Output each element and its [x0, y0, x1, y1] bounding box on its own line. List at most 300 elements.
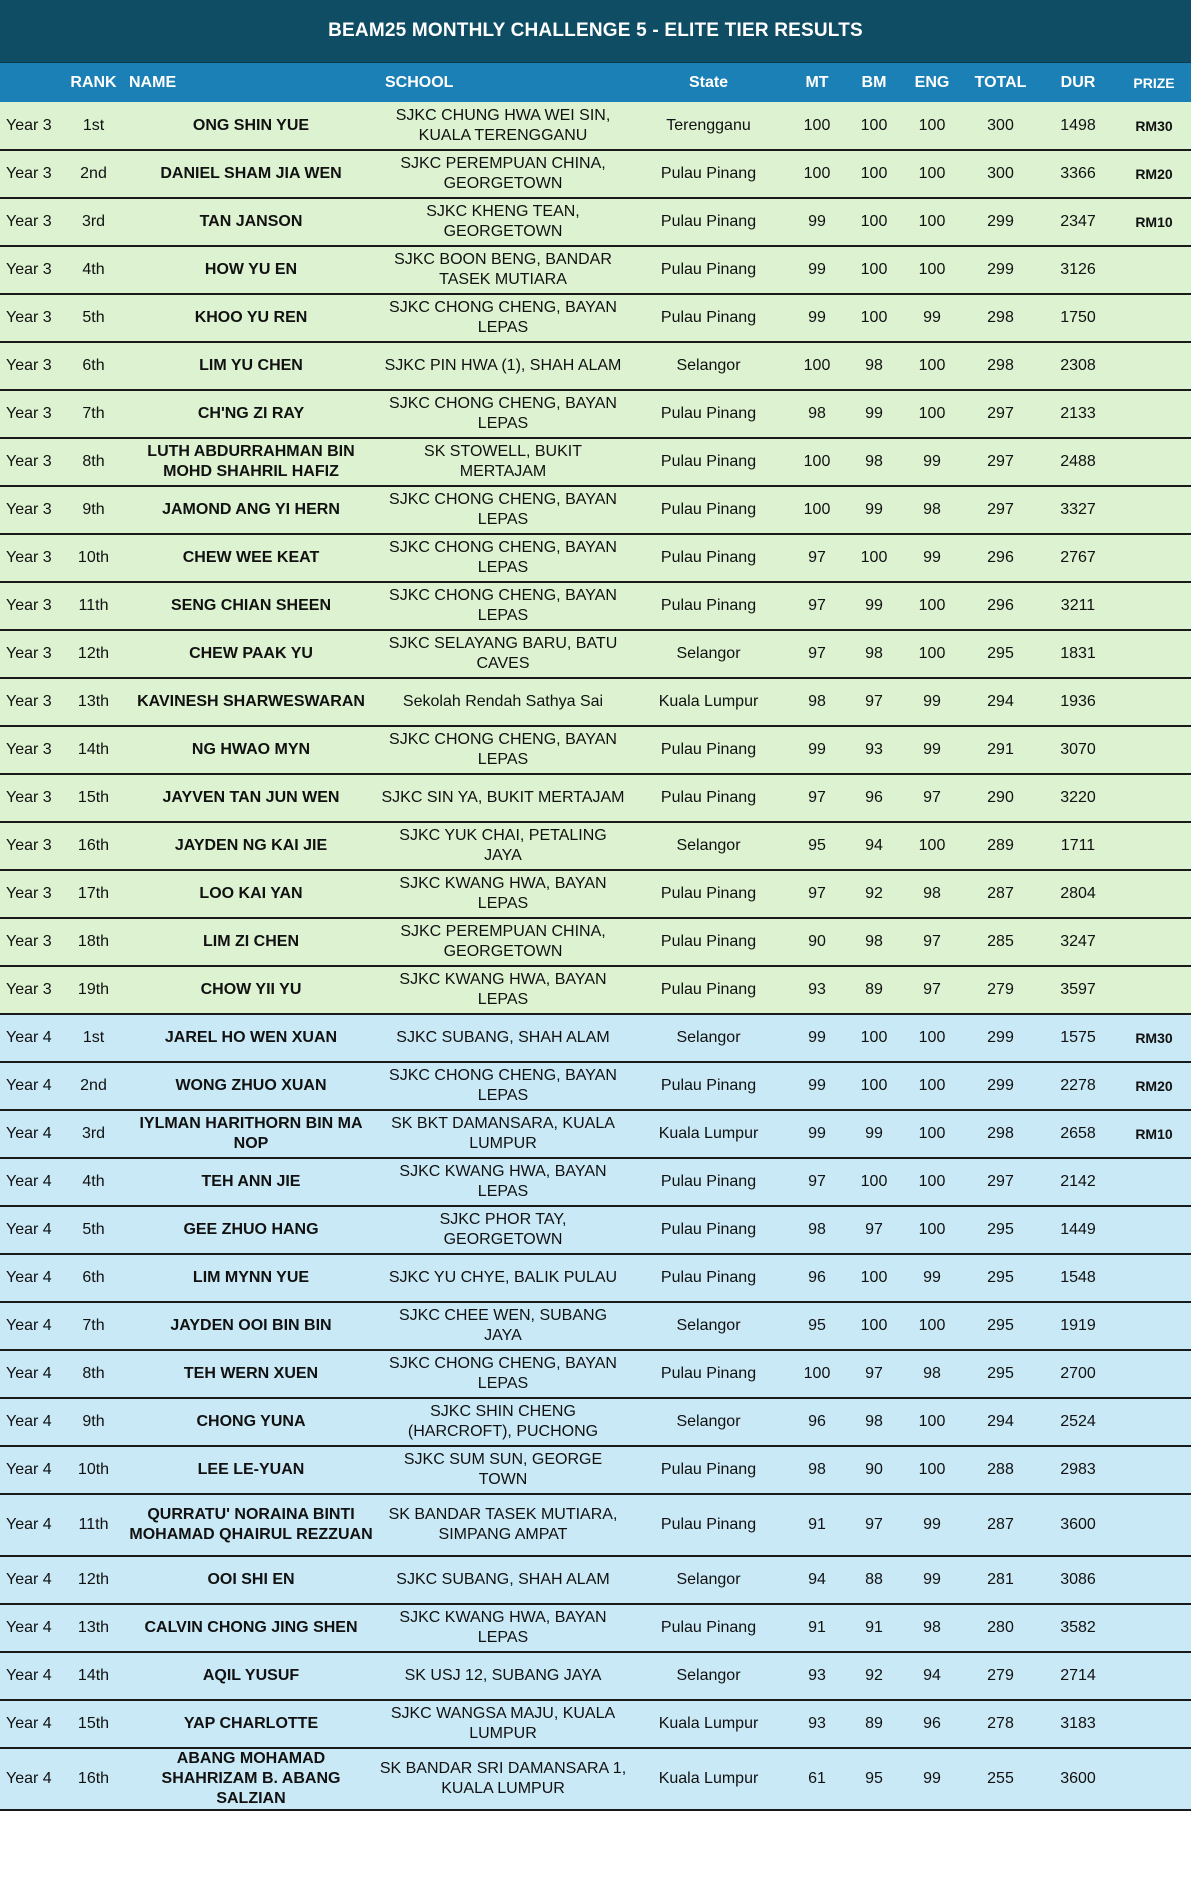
state-cell: Selangor	[629, 630, 788, 678]
prize-cell	[1117, 1446, 1191, 1494]
state-cell: Pulau Pinang	[629, 1604, 788, 1652]
prize-cell: RM20	[1117, 1062, 1191, 1110]
name-cell: LEE LE-YUAN	[125, 1446, 377, 1494]
prize-cell	[1117, 726, 1191, 774]
table-row	[0, 294, 1191, 342]
bm-score-cell: 100	[846, 150, 902, 198]
eng-score-cell: 94	[902, 1652, 962, 1700]
name-cell: LIM MYNN YUE	[125, 1254, 377, 1302]
duration-cell: 2804	[1039, 870, 1117, 918]
prize-cell	[1117, 1700, 1191, 1748]
duration-cell: 1831	[1039, 630, 1117, 678]
table-row	[0, 870, 1191, 918]
total-header: TOTAL	[974, 73, 1027, 91]
rank-cell: 1st	[62, 102, 125, 150]
bm-header: BM	[861, 73, 887, 91]
school-cell: SJKC CHONG CHENG, BAYAN LEPAS	[377, 582, 629, 630]
prize-cell	[1117, 534, 1191, 582]
table-row	[0, 1206, 1191, 1254]
mt-score-cell: 99	[788, 198, 846, 246]
year-cell: Year 4	[0, 1302, 62, 1350]
rank-cell: 16th	[62, 822, 125, 870]
sheet-title: BEAM25 MONTHLY CHALLENGE 5 - ELITE TIER RESULTS	[0, 0, 1191, 63]
school-cell: SJKC SUBANG, SHAH ALAM	[377, 1014, 629, 1062]
name-cell: JAMOND ANG YI HERN	[125, 486, 377, 534]
name-cell: LUTH ABDURRAHMAN BIN MOHD SHAHRIL HAFIZ	[125, 438, 377, 486]
bm-score-cell: 93	[846, 726, 902, 774]
rank-header: RANK	[70, 73, 117, 91]
school-cell: Sekolah Rendah Sathya Sai	[377, 678, 629, 726]
total-score-cell: 296	[962, 582, 1039, 630]
mt-score-cell: 100	[788, 486, 846, 534]
duration-cell: 1750	[1039, 294, 1117, 342]
table-row	[0, 822, 1191, 870]
mt-score-cell: 95	[788, 822, 846, 870]
name-cell: HOW YU EN	[125, 246, 377, 294]
year-cell: Year 4	[0, 1014, 62, 1062]
rank-cell: 3rd	[62, 198, 125, 246]
table-row	[0, 102, 1191, 150]
duration-cell: 3247	[1039, 918, 1117, 966]
table-row	[0, 630, 1191, 678]
year-header	[0, 63, 62, 102]
prize-cell	[1117, 1748, 1191, 1810]
total-score-cell: 298	[962, 342, 1039, 390]
duration-cell: 3070	[1039, 726, 1117, 774]
name-cell: TEH WERN XUEN	[125, 1350, 377, 1398]
table-row	[0, 1254, 1191, 1302]
eng-score-cell: 100	[902, 1110, 962, 1158]
state-cell: Pulau Pinang	[629, 1062, 788, 1110]
name-cell: YAP CHARLOTTE	[125, 1700, 377, 1748]
duration-cell: 3600	[1039, 1494, 1117, 1556]
name-cell: CH'NG ZI RAY	[125, 390, 377, 438]
mt-score-cell: 99	[788, 726, 846, 774]
prize-cell	[1117, 870, 1191, 918]
prize-cell: RM10	[1117, 198, 1191, 246]
rank-cell: 12th	[62, 630, 125, 678]
year-cell: Year 4	[0, 1254, 62, 1302]
bm-score-cell: 100	[846, 102, 902, 150]
mt-score-cell: 97	[788, 1158, 846, 1206]
eng-score-cell: 98	[902, 486, 962, 534]
table-row	[0, 1350, 1191, 1398]
prize-cell	[1117, 1652, 1191, 1700]
prize-cell: RM20	[1117, 150, 1191, 198]
school-cell: SJKC CHONG CHENG, BAYAN LEPAS	[377, 1350, 629, 1398]
eng-score-cell: 100	[902, 582, 962, 630]
table-row	[0, 1700, 1191, 1748]
bm-score-cell: 98	[846, 918, 902, 966]
prize-cell	[1117, 486, 1191, 534]
table-row	[0, 438, 1191, 486]
table-row	[0, 486, 1191, 534]
school-cell: SJKC KWANG HWA, BAYAN LEPAS	[377, 1158, 629, 1206]
table-row	[0, 1302, 1191, 1350]
state-cell: Kuala Lumpur	[629, 1748, 788, 1810]
prize-cell: RM30	[1117, 1014, 1191, 1062]
rank-cell: 19th	[62, 966, 125, 1014]
mt-score-cell: 90	[788, 918, 846, 966]
mt-score-cell: 99	[788, 294, 846, 342]
total-score-cell: 295	[962, 1254, 1039, 1302]
state-cell: Kuala Lumpur	[629, 1110, 788, 1158]
name-cell: JAYVEN TAN JUN WEN	[125, 774, 377, 822]
eng-score-cell: 100	[902, 1206, 962, 1254]
results-body	[0, 102, 1191, 1810]
year-cell: Year 4	[0, 1158, 62, 1206]
state-cell: Pulau Pinang	[629, 198, 788, 246]
name-cell: WONG ZHUO XUAN	[125, 1062, 377, 1110]
bm-score-cell: 92	[846, 1652, 902, 1700]
eng-score-cell: 99	[902, 534, 962, 582]
rank-cell: 12th	[62, 1556, 125, 1604]
rank-cell: 10th	[62, 1446, 125, 1494]
total-score-cell: 297	[962, 390, 1039, 438]
school-cell: SK USJ 12, SUBANG JAYA	[377, 1652, 629, 1700]
prize-cell	[1117, 1158, 1191, 1206]
mt-score-cell: 100	[788, 342, 846, 390]
state-cell: Pulau Pinang	[629, 1446, 788, 1494]
school-header: SCHOOL	[385, 73, 454, 91]
state-cell: Pulau Pinang	[629, 774, 788, 822]
bm-score-cell: 100	[846, 198, 902, 246]
rank-cell: 8th	[62, 438, 125, 486]
mt-score-cell: 97	[788, 774, 846, 822]
eng-score-cell: 98	[902, 870, 962, 918]
prize-cell	[1117, 1302, 1191, 1350]
school-cell: SK BANDAR SRI DAMANSARA 1, KUALA LUMPUR	[377, 1748, 629, 1810]
school-cell: SJKC SIN YA, BUKIT MERTAJAM	[377, 774, 629, 822]
bm-score-cell: 100	[846, 1158, 902, 1206]
prize-cell: RM30	[1117, 102, 1191, 150]
total-score-cell: 295	[962, 1350, 1039, 1398]
bm-score-cell: 91	[846, 1604, 902, 1652]
year-cell: Year 4	[0, 1556, 62, 1604]
year-cell: Year 4	[0, 1350, 62, 1398]
school-cell: SJKC WANGSA MAJU, KUALA LUMPUR	[377, 1700, 629, 1748]
total-score-cell: 299	[962, 1014, 1039, 1062]
total-score-cell: 298	[962, 1110, 1039, 1158]
mt-score-cell: 98	[788, 390, 846, 438]
total-score-cell: 294	[962, 678, 1039, 726]
rank-cell: 16th	[62, 1748, 125, 1810]
table-row	[0, 390, 1191, 438]
prize-cell: RM10	[1117, 1110, 1191, 1158]
total-score-cell: 297	[962, 1158, 1039, 1206]
school-cell: SK BANDAR TASEK MUTIARA, SIMPANG AMPAT	[377, 1494, 629, 1556]
table-row	[0, 1494, 1191, 1556]
school-cell: SJKC KWANG HWA, BAYAN LEPAS	[377, 966, 629, 1014]
prize-header: PRIZE	[1133, 74, 1175, 91]
name-cell: GEE ZHUO HANG	[125, 1206, 377, 1254]
name-cell: ONG SHIN YUE	[125, 102, 377, 150]
eng-score-cell: 100	[902, 1158, 962, 1206]
state-cell: Pulau Pinang	[629, 438, 788, 486]
state-cell: Pulau Pinang	[629, 1350, 788, 1398]
mt-score-cell: 97	[788, 870, 846, 918]
duration-cell: 3600	[1039, 1748, 1117, 1810]
eng-score-cell: 97	[902, 918, 962, 966]
name-cell: AQIL YUSUF	[125, 1652, 377, 1700]
rank-cell: 13th	[62, 1604, 125, 1652]
table-row	[0, 1652, 1191, 1700]
year-cell: Year 4	[0, 1446, 62, 1494]
name-cell: KAVINESH SHARWESWARAN	[125, 678, 377, 726]
eng-score-cell: 100	[902, 1302, 962, 1350]
name-cell: KHOO YU REN	[125, 294, 377, 342]
duration-cell: 3183	[1039, 1700, 1117, 1748]
table-row	[0, 678, 1191, 726]
bm-score-cell: 99	[846, 390, 902, 438]
bm-score-cell: 98	[846, 1398, 902, 1446]
eng-score-cell: 100	[902, 630, 962, 678]
rank-cell: 2nd	[62, 1062, 125, 1110]
rank-cell: 7th	[62, 1302, 125, 1350]
duration-cell: 2308	[1039, 342, 1117, 390]
name-cell: LIM ZI CHEN	[125, 918, 377, 966]
school-cell: SJKC SUBANG, SHAH ALAM	[377, 1556, 629, 1604]
rank-cell: 5th	[62, 1206, 125, 1254]
eng-score-cell: 100	[902, 246, 962, 294]
bm-score-cell: 100	[846, 246, 902, 294]
prize-cell	[1117, 294, 1191, 342]
bm-score-cell: 99	[846, 1110, 902, 1158]
bm-score-cell: 97	[846, 678, 902, 726]
name-cell: CHEW PAAK YU	[125, 630, 377, 678]
table-row	[0, 246, 1191, 294]
dur-header: DUR	[1060, 73, 1096, 91]
total-score-cell: 287	[962, 1494, 1039, 1556]
total-score-cell: 297	[962, 486, 1039, 534]
school-cell: SJKC CHONG CHENG, BAYAN LEPAS	[377, 294, 629, 342]
total-score-cell: 281	[962, 1556, 1039, 1604]
prize-cell	[1117, 774, 1191, 822]
name-cell: IYLMAN HARITHORN BIN MA NOP	[125, 1110, 377, 1158]
mt-score-cell: 95	[788, 1302, 846, 1350]
total-score-cell: 289	[962, 822, 1039, 870]
eng-score-cell: 99	[902, 726, 962, 774]
name-cell: JAYDEN NG KAI JIE	[125, 822, 377, 870]
year-cell: Year 3	[0, 390, 62, 438]
prize-cell	[1117, 438, 1191, 486]
school-cell: SJKC KWANG HWA, BAYAN LEPAS	[377, 1604, 629, 1652]
prize-cell	[1117, 918, 1191, 966]
year-cell: Year 3	[0, 102, 62, 150]
bm-score-cell: 90	[846, 1446, 902, 1494]
school-cell: SJKC CHONG CHENG, BAYAN LEPAS	[377, 390, 629, 438]
school-cell: SJKC KWANG HWA, BAYAN LEPAS	[377, 870, 629, 918]
prize-cell	[1117, 1494, 1191, 1556]
name-cell: TAN JANSON	[125, 198, 377, 246]
eng-score-cell: 100	[902, 342, 962, 390]
state-cell: Pulau Pinang	[629, 726, 788, 774]
year-cell: Year 3	[0, 198, 62, 246]
eng-score-cell: 100	[902, 1446, 962, 1494]
eng-score-cell: 97	[902, 774, 962, 822]
name-cell: CHEW WEE KEAT	[125, 534, 377, 582]
mt-score-cell: 100	[788, 438, 846, 486]
duration-cell: 1548	[1039, 1254, 1117, 1302]
duration-cell: 2142	[1039, 1158, 1117, 1206]
duration-cell: 3211	[1039, 582, 1117, 630]
name-cell: OOI SHI EN	[125, 1556, 377, 1604]
rank-cell: 8th	[62, 1350, 125, 1398]
state-cell: Kuala Lumpur	[629, 1700, 788, 1748]
state-cell: Selangor	[629, 1014, 788, 1062]
duration-cell: 3582	[1039, 1604, 1117, 1652]
state-cell: Selangor	[629, 822, 788, 870]
bm-score-cell: 100	[846, 294, 902, 342]
table-row	[0, 150, 1191, 198]
eng-score-cell: 100	[902, 390, 962, 438]
rank-cell: 2nd	[62, 150, 125, 198]
bm-score-cell: 100	[846, 534, 902, 582]
duration-cell: 1498	[1039, 102, 1117, 150]
year-cell: Year 3	[0, 678, 62, 726]
total-score-cell: 295	[962, 1302, 1039, 1350]
rank-cell: 15th	[62, 1700, 125, 1748]
bm-score-cell: 97	[846, 1206, 902, 1254]
mt-score-cell: 96	[788, 1398, 846, 1446]
state-cell: Selangor	[629, 1398, 788, 1446]
total-score-cell: 288	[962, 1446, 1039, 1494]
eng-score-cell: 100	[902, 150, 962, 198]
prize-cell	[1117, 1350, 1191, 1398]
year-cell: Year 4	[0, 1748, 62, 1810]
total-score-cell: 280	[962, 1604, 1039, 1652]
duration-cell: 2488	[1039, 438, 1117, 486]
name-cell: DANIEL SHAM JIA WEN	[125, 150, 377, 198]
table-row	[0, 198, 1191, 246]
year-cell: Year 4	[0, 1398, 62, 1446]
total-score-cell: 299	[962, 1062, 1039, 1110]
year-cell: Year 4	[0, 1206, 62, 1254]
name-cell: NG HWAO MYN	[125, 726, 377, 774]
total-score-cell: 296	[962, 534, 1039, 582]
year-cell: Year 3	[0, 774, 62, 822]
school-cell: SJKC CHONG CHENG, BAYAN LEPAS	[377, 534, 629, 582]
mt-score-cell: 99	[788, 1062, 846, 1110]
state-cell: Pulau Pinang	[629, 486, 788, 534]
name-cell: ABANG MOHAMAD SHAHRIZAM B. ABANG SALZIAN	[125, 1748, 377, 1810]
name-cell: CHONG YUNA	[125, 1398, 377, 1446]
state-cell: Pulau Pinang	[629, 534, 788, 582]
total-score-cell: 297	[962, 438, 1039, 486]
total-score-cell: 298	[962, 294, 1039, 342]
year-cell: Year 4	[0, 1652, 62, 1700]
school-cell: SJKC SHIN CHENG (HARCROFT), PUCHONG	[377, 1398, 629, 1446]
rank-cell: 14th	[62, 726, 125, 774]
table-row	[0, 966, 1191, 1014]
results-table	[0, 63, 1191, 1811]
rank-cell: 13th	[62, 678, 125, 726]
duration-cell: 2700	[1039, 1350, 1117, 1398]
mt-score-cell: 97	[788, 630, 846, 678]
table-row	[0, 342, 1191, 390]
table-row	[0, 726, 1191, 774]
bm-score-cell: 100	[846, 1062, 902, 1110]
prize-cell	[1117, 1206, 1191, 1254]
school-cell: SJKC SUM SUN, GEORGE TOWN	[377, 1446, 629, 1494]
duration-cell: 1449	[1039, 1206, 1117, 1254]
duration-cell: 2524	[1039, 1398, 1117, 1446]
state-cell: Selangor	[629, 1652, 788, 1700]
mt-header: MT	[805, 73, 829, 91]
name-cell: CHOW YII YU	[125, 966, 377, 1014]
total-score-cell: 299	[962, 198, 1039, 246]
name-cell: QURRATU' NORAINA BINTI MOHAMAD QHAIRUL REZZUAN	[125, 1494, 377, 1556]
state-cell: Pulau Pinang	[629, 246, 788, 294]
total-score-cell: 294	[962, 1398, 1039, 1446]
rank-cell: 15th	[62, 774, 125, 822]
bm-score-cell: 89	[846, 1700, 902, 1748]
year-cell: Year 3	[0, 966, 62, 1014]
mt-score-cell: 93	[788, 966, 846, 1014]
total-score-cell: 279	[962, 966, 1039, 1014]
year-cell: Year 4	[0, 1494, 62, 1556]
prize-cell	[1117, 630, 1191, 678]
duration-cell: 2714	[1039, 1652, 1117, 1700]
state-cell: Pulau Pinang	[629, 150, 788, 198]
duration-cell: 3327	[1039, 486, 1117, 534]
mt-score-cell: 100	[788, 1350, 846, 1398]
school-cell: SJKC PIN HWA (1), SHAH ALAM	[377, 342, 629, 390]
total-score-cell: 287	[962, 870, 1039, 918]
mt-score-cell: 97	[788, 534, 846, 582]
duration-cell: 2983	[1039, 1446, 1117, 1494]
total-score-cell: 295	[962, 630, 1039, 678]
total-score-cell: 300	[962, 102, 1039, 150]
name-header: NAME	[129, 73, 177, 91]
duration-cell: 2133	[1039, 390, 1117, 438]
bm-score-cell: 94	[846, 822, 902, 870]
eng-score-cell: 99	[902, 1556, 962, 1604]
rank-cell: 3rd	[62, 1110, 125, 1158]
bm-score-cell: 100	[846, 1254, 902, 1302]
table-row	[0, 1158, 1191, 1206]
duration-cell: 2658	[1039, 1110, 1117, 1158]
duration-cell: 1711	[1039, 822, 1117, 870]
name-cell: LIM YU CHEN	[125, 342, 377, 390]
table-row	[0, 1604, 1191, 1652]
school-cell: SJKC PEREMPUAN CHINA, GEORGETOWN	[377, 918, 629, 966]
duration-cell: 3126	[1039, 246, 1117, 294]
year-cell: Year 4	[0, 1062, 62, 1110]
bm-score-cell: 97	[846, 1494, 902, 1556]
year-cell: Year 3	[0, 726, 62, 774]
mt-score-cell: 98	[788, 1206, 846, 1254]
name-cell: TEH ANN JIE	[125, 1158, 377, 1206]
state-cell: Pulau Pinang	[629, 918, 788, 966]
state-cell: Terengganu	[629, 102, 788, 150]
bm-score-cell: 98	[846, 630, 902, 678]
eng-score-cell: 100	[902, 102, 962, 150]
table-row	[0, 1014, 1191, 1062]
bm-score-cell: 97	[846, 1350, 902, 1398]
name-cell: SENG CHIAN SHEEN	[125, 582, 377, 630]
rank-cell: 14th	[62, 1652, 125, 1700]
rank-cell: 18th	[62, 918, 125, 966]
school-cell: SJKC CHONG CHENG, BAYAN LEPAS	[377, 486, 629, 534]
school-cell: SJKC PHOR TAY, GEORGETOWN	[377, 1206, 629, 1254]
name-cell: JAYDEN OOI BIN BIN	[125, 1302, 377, 1350]
bm-score-cell: 100	[846, 1302, 902, 1350]
state-cell: Kuala Lumpur	[629, 678, 788, 726]
rank-cell: 9th	[62, 1398, 125, 1446]
state-cell: Selangor	[629, 342, 788, 390]
eng-score-cell: 96	[902, 1700, 962, 1748]
